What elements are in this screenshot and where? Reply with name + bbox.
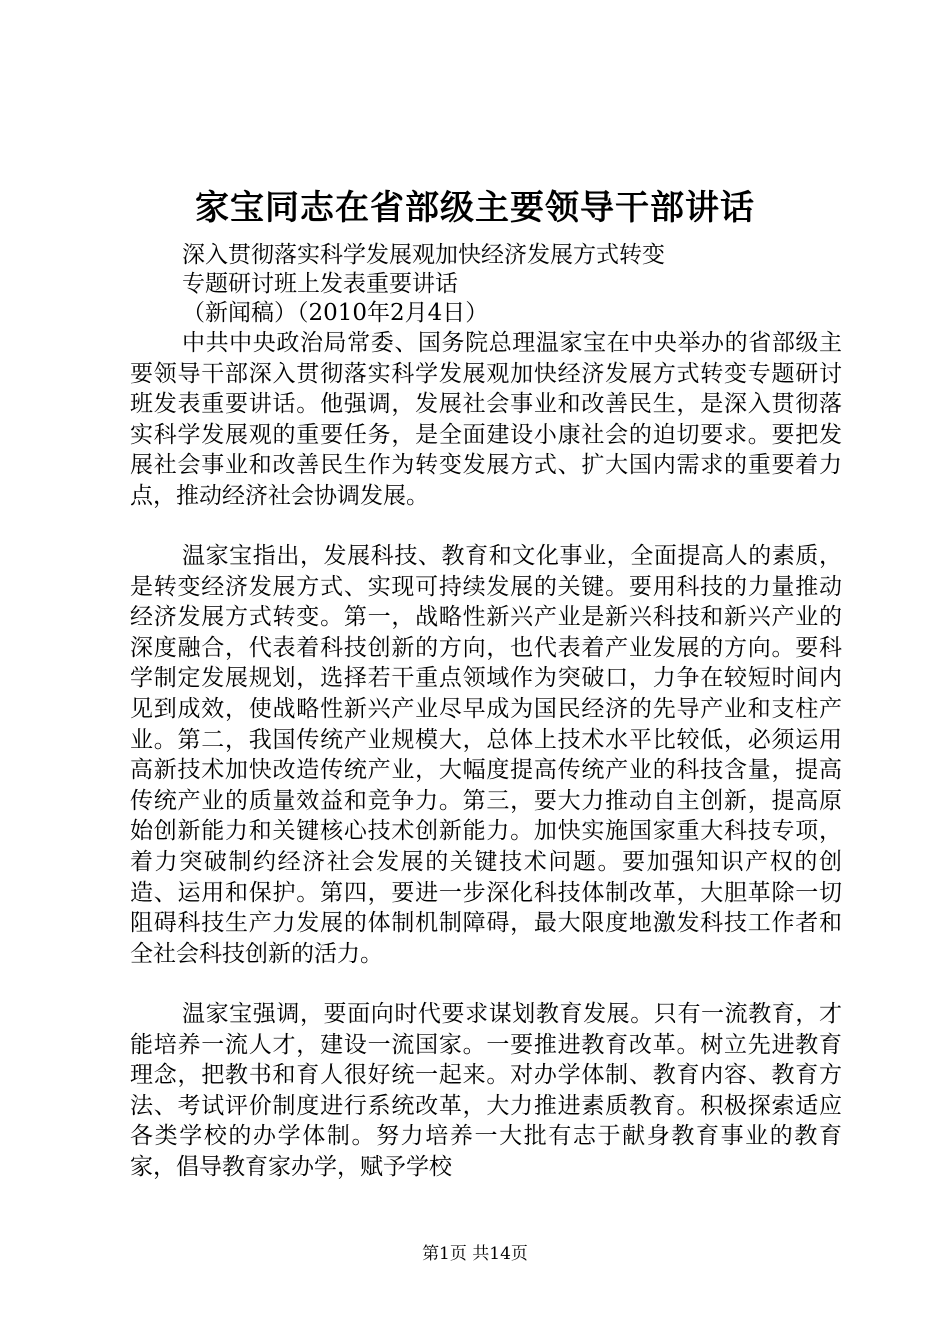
subtitle-line-1: 深入贯彻落实科学发展观加快经济发展方式转变	[182, 242, 665, 268]
body-paragraph: 温家宝指出，发展科技、教育和文化事业，全面提高人的素质，是转变经济发展方式、实现可持续发展的关键。要用科技的力量推动经济发展方式转变。第一，战略性新兴产业是新兴科技和新兴产业的深度融合，代表着科技创新的方向，也代表着产业发展的方向。要科学制定发展规划，选择若干重点领域作为突破口，力争在较短时间内见到成效，使战略性新兴产业尽早成为国民经济的先导产业和支柱产业。第二，我国传统产业规模大，总体上技术水平比较低，必须运用高新技术加快改造传统产业，大幅度提高传统产业的科技含量，提高传统产业的质量效益和竞争力。第三，要大力推动自主创新，提高原始创新能力和关键核心技术创新能力。加快实施国家重大科技专项，着力突破制约经济社会发展的关键技术问题。要加强知识产权的创造、运用和保护。第四，要进一步深化科技体制改革，大胆革除一切阻碍科技生产力发展的体制机制障碍，最大限度地激发科技工作者和全社会科技创新的活力。	[130, 543, 842, 967]
subtitle-line-2: 专题研讨班上发表重要讲话	[182, 271, 458, 297]
body-paragraph: 温家宝强调，要面向时代要求谋划教育发展。只有一流教育，才能培养一流人才，建设一流国家。一要推进教育改革。树立先进教育理念，把教书和育人很好统一起来。对办学体制、教育内容、教育方法、考试评价制度进行系统改革，大力推进素质教育。积极探索适应各类学校的办学体制。努力培养一大批有志于献身教育事业的教育家，倡导教育家办学，赋予学校	[130, 1001, 842, 1180]
dateline: （新闻稿）（2010年2月4日）	[182, 300, 489, 326]
document-title: 家宝同志在省部级主要领导干部讲话	[195, 188, 755, 228]
page-number-footer: 第1页 共14页	[422, 1244, 528, 1264]
body-paragraph: 中共中央政治局常委、国务院总理温家宝在中央举办的省部级主要领导干部深入贯彻落实科学发展观加快经济发展方式转变专题研讨班发表重要讲话。他强调，发展社会事业和改善民生，是深入贯彻落实科学发展观的重要任务，是全面建设小康社会的迫切要求。要把发展社会事业和改善民生作为转变发展方式、扩大国内需求的重要着力点，推动经济社会协调发展。	[130, 330, 842, 509]
